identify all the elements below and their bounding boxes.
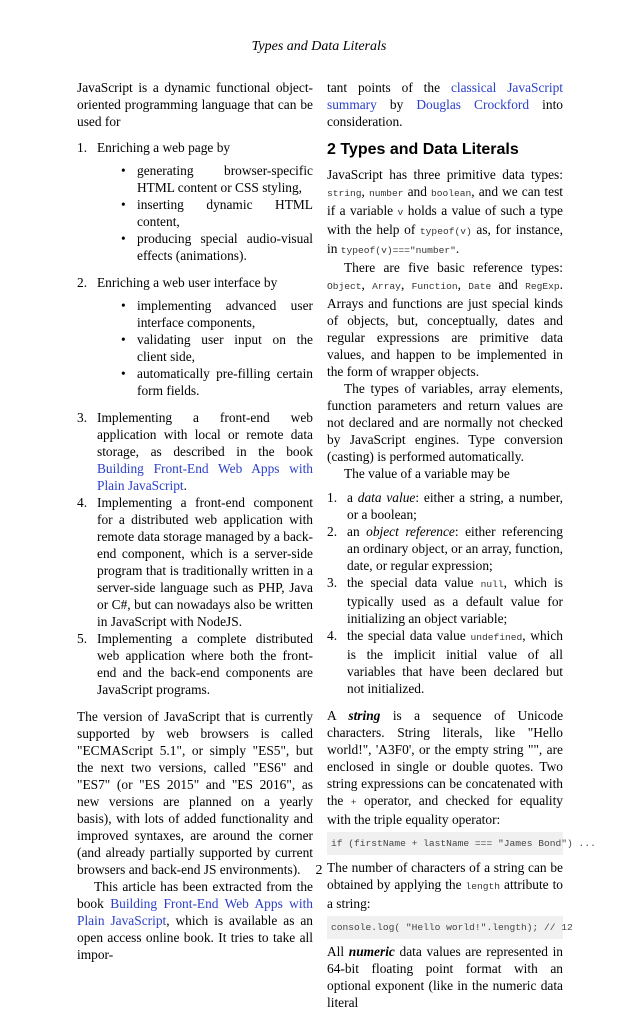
- numeric-paragraph: All numeric data values are represented in 64-bit floating point format with an optional exponent (like in the numeric data literal: [327, 944, 563, 1010]
- list-item: 1. a data value: either a string, a number, or a boolean;: [327, 490, 563, 522]
- code-block: console.log( "Hello world!".length); // 12: [327, 916, 563, 939]
- list-item: 4. the special data value undefined, which is the implicit initial value of all variables that have been declared but not initialized.: [327, 628, 564, 696]
- summary-link[interactable]: classical JavaScript summary: [327, 80, 563, 112]
- list-item: [77, 274, 313, 399]
- list-item: [77, 139, 313, 264]
- list-number: 4.: [77, 495, 88, 510]
- list-item: [77, 630, 313, 698]
- code-block: if (firstName + lastName === "James Bond") ...: [327, 832, 563, 855]
- list-item: 3. Implementing a front-end web application with local or remote data storage, as described in the book Building Front-End Web Apps with Plain JavaScript.: [77, 410, 313, 493]
- extract-paragraph: This article has been extracted from the book Building Front-End Web Apps with Plain JavaScript, which is available as an open access online book. It tries to take all impor-: [77, 879, 313, 962]
- length-paragraph: The number of characters of a string can be obtained by applying the length attribute to a string:: [327, 860, 563, 911]
- section-heading: 2 Types and Data Literals: [327, 141, 519, 158]
- primitive-types-paragraph: JavaScript has three primitive data types: string, number and boolean, and we can test if a variable v holds a value of such a type with the help of typeof(v) as, for instance, in typeof(v)==="number".: [327, 167, 564, 256]
- bullet-item: • producing special audio-visual effects (animations).: [121, 231, 313, 263]
- book-link[interactable]: Building Front-End Web Apps with Plain JavaScript: [77, 896, 313, 928]
- left-column: [77, 79, 313, 963]
- list-number: 1.: [77, 140, 88, 155]
- bullet-item: • automatically pre-filling certain form fields.: [121, 366, 313, 398]
- list-item: 3. the special data value null, which is typically used as a default value for initializing an object variable;: [327, 575, 564, 626]
- list-item-text: Enriching a web page by: [97, 140, 231, 155]
- bullet-item: • validating user input on the client side,: [121, 332, 313, 364]
- list-item: [77, 494, 313, 630]
- values-list: [327, 489, 563, 697]
- continuation-paragraph: tant points of the classical JavaScript summary by Douglas Crockford into consideration.: [327, 80, 563, 129]
- bullet-item: • generating browser-specific HTML content or CSS styling,: [121, 163, 313, 195]
- list-item-text: Enriching a web user interface by: [97, 275, 278, 290]
- list-number: 5.: [77, 631, 88, 646]
- page-number: 2: [315, 863, 323, 878]
- intro-paragraph: JavaScript is a dynamic functional object-oriented programming language that can be used for: [77, 80, 313, 129]
- string-paragraph: A string is a sequence of Unicode characters. String literals, like "Hello world!", 'A3F0', or the empty string "", are enclosed in single or double quotes. Two string expressions can be concatenated with the + operator, and checked for equality with the triple equality operator:: [327, 708, 564, 827]
- list-item: 2. an object reference: either referencing an ordinary object, or an array, function, date, or regular expression;: [327, 524, 563, 573]
- bullet-item: • inserting dynamic HTML content,: [121, 197, 313, 229]
- reference-types-paragraph: There are five basic reference types: Object, Array, Function, Date and RegExp. Arrays and functions are just special kinds of objects, but, conceptually, dates and regular expressions are primitive data values, and happen to be implemented in the form of wrapper objects.: [327, 260, 564, 379]
- list-number: 2.: [77, 275, 88, 290]
- running-header: Types and Data Literals: [251, 39, 387, 54]
- crockford-link[interactable]: Douglas Crockford: [416, 97, 530, 112]
- bullet-item: • implementing advanced user interface components,: [121, 298, 313, 330]
- uses-list: [77, 139, 313, 698]
- book-link[interactable]: Building Front-End Web Apps with Plain JavaScript: [97, 461, 313, 493]
- list-item-text: Implementing a front-end component for a distributed web application with remote data storage managed by a back-end component, which is a server-side program that is traditionally written in a server-side language such as PHP, Java or C#, but can nowadays also be written in JavaScript with NodeJS.: [97, 495, 313, 629]
- version-paragraph: The version of JavaScript that is currently supported by web browsers is called "ECMAScript 5.1", or simply "ES5", but the next two versions, called "ES6" and "ES7" (or "ES 2015" and "ES 2016", as new versions are planned on a yearly basis), with lots of added functionality and improved syntaxes, are around the corner (and already partially supported by current browsers and back-end JS environments).: [77, 709, 313, 877]
- list-item-text: Implementing a complete distributed web application where both the front-end and the back-end components are JavaScript programs.: [97, 631, 313, 697]
- value-intro-paragraph: The value of a variable may be: [344, 466, 510, 481]
- list-number: 3.: [77, 410, 88, 425]
- bullet-list: [97, 297, 313, 399]
- type-checking-paragraph: The types of variables, array elements, function parameters and return values are not declared and are normally not checked by JavaScript engines. Type conversion (casting) is performed automatically.: [327, 381, 563, 464]
- bullet-list: [97, 162, 313, 264]
